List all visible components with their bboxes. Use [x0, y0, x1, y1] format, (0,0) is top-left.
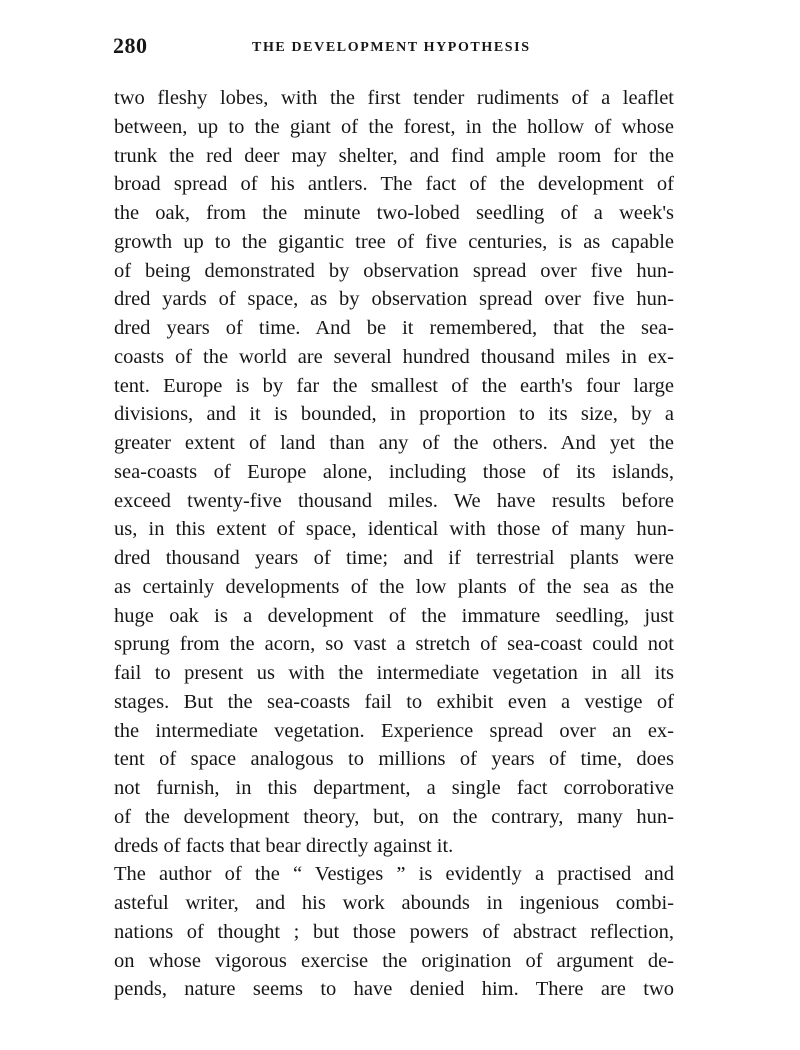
text-line: The author of the “ Vestiges ” is evidently a practised and	[114, 863, 674, 886]
running-head: THE DEVELOPMENT HYPOTHESIS	[252, 40, 531, 55]
text-line: on whose vigorous exercise the origination of argument de-	[114, 949, 674, 972]
text-line: tent of space analogous to millions of years of time, does	[114, 748, 674, 771]
text-line: dreds of facts that bear directly against it.	[114, 834, 454, 857]
text-line: sprung from the acorn, so vast a stretch of sea-coast could not	[114, 633, 674, 656]
paragraph-1	[114, 84, 674, 860]
text-line: stages. But the sea-coasts fail to exhibit even a vestige of	[114, 690, 674, 713]
page-number: 280	[113, 33, 148, 58]
text-line: growth up to the gigantic tree of five centuries, is as capable	[114, 230, 674, 253]
text-line: as certainly developments of the low plants of the sea as the	[114, 575, 674, 598]
text-line: exceed twenty-five thousand miles. We have results before	[114, 489, 674, 512]
text-line: the oak, from the minute two-lobed seedling of a week's	[114, 202, 674, 224]
text-line: between, up to the giant of the forest, in the hollow of whose	[114, 115, 674, 138]
text-line: two fleshy lobes, with the first tender rudiments of a leaflet	[114, 87, 674, 109]
text-line: nations of thought ; but those powers of abstract reflection,	[114, 920, 674, 943]
body-text	[114, 84, 674, 1004]
text-line: the intermediate vegetation. Experience spread over an ex-	[114, 719, 674, 742]
page-header	[113, 33, 673, 63]
text-line: not furnish, in this department, a single fact corroborative	[114, 777, 674, 799]
text-line: greater extent of land than any of the others. And yet the	[114, 432, 674, 454]
text-line: divisions, and it is bounded, in proportion to its size, by a	[114, 403, 674, 426]
text-line: of the development theory, but, on the contrary, many hun-	[114, 805, 674, 828]
text-line: sea-coasts of Europe alone, including those of its islands,	[114, 460, 674, 483]
text-line: us, in this extent of space, identical with those of many hun-	[114, 518, 674, 541]
text-line: dred years of time. And be it remembered, that the sea-	[114, 317, 674, 339]
text-line: fail to present us with the intermediate vegetation in all its	[114, 662, 674, 684]
text-line: coasts of the world are several hundred thousand miles in ex-	[114, 345, 674, 368]
text-line: asteful writer, and his work abounds in ingenious combi-	[114, 892, 674, 914]
text-line: pends, nature seems to have denied him. There are two	[114, 978, 674, 1001]
text-line: broad spread of his antlers. The fact of the development of	[114, 173, 674, 196]
paragraph-2	[114, 860, 674, 1004]
text-line: trunk the red deer may shelter, and find ample room for the	[114, 144, 674, 167]
text-line: tent. Europe is by far the smallest of the earth's four large	[114, 374, 674, 397]
text-line: huge oak is a development of the immature seedling, just	[114, 604, 674, 627]
text-line: dred thousand years of time; and if terrestrial plants were	[114, 547, 674, 569]
text-line: dred yards of space, as by observation spread over five hun-	[114, 288, 674, 311]
text-line: of being demonstrated by observation spread over five hun-	[114, 259, 674, 282]
